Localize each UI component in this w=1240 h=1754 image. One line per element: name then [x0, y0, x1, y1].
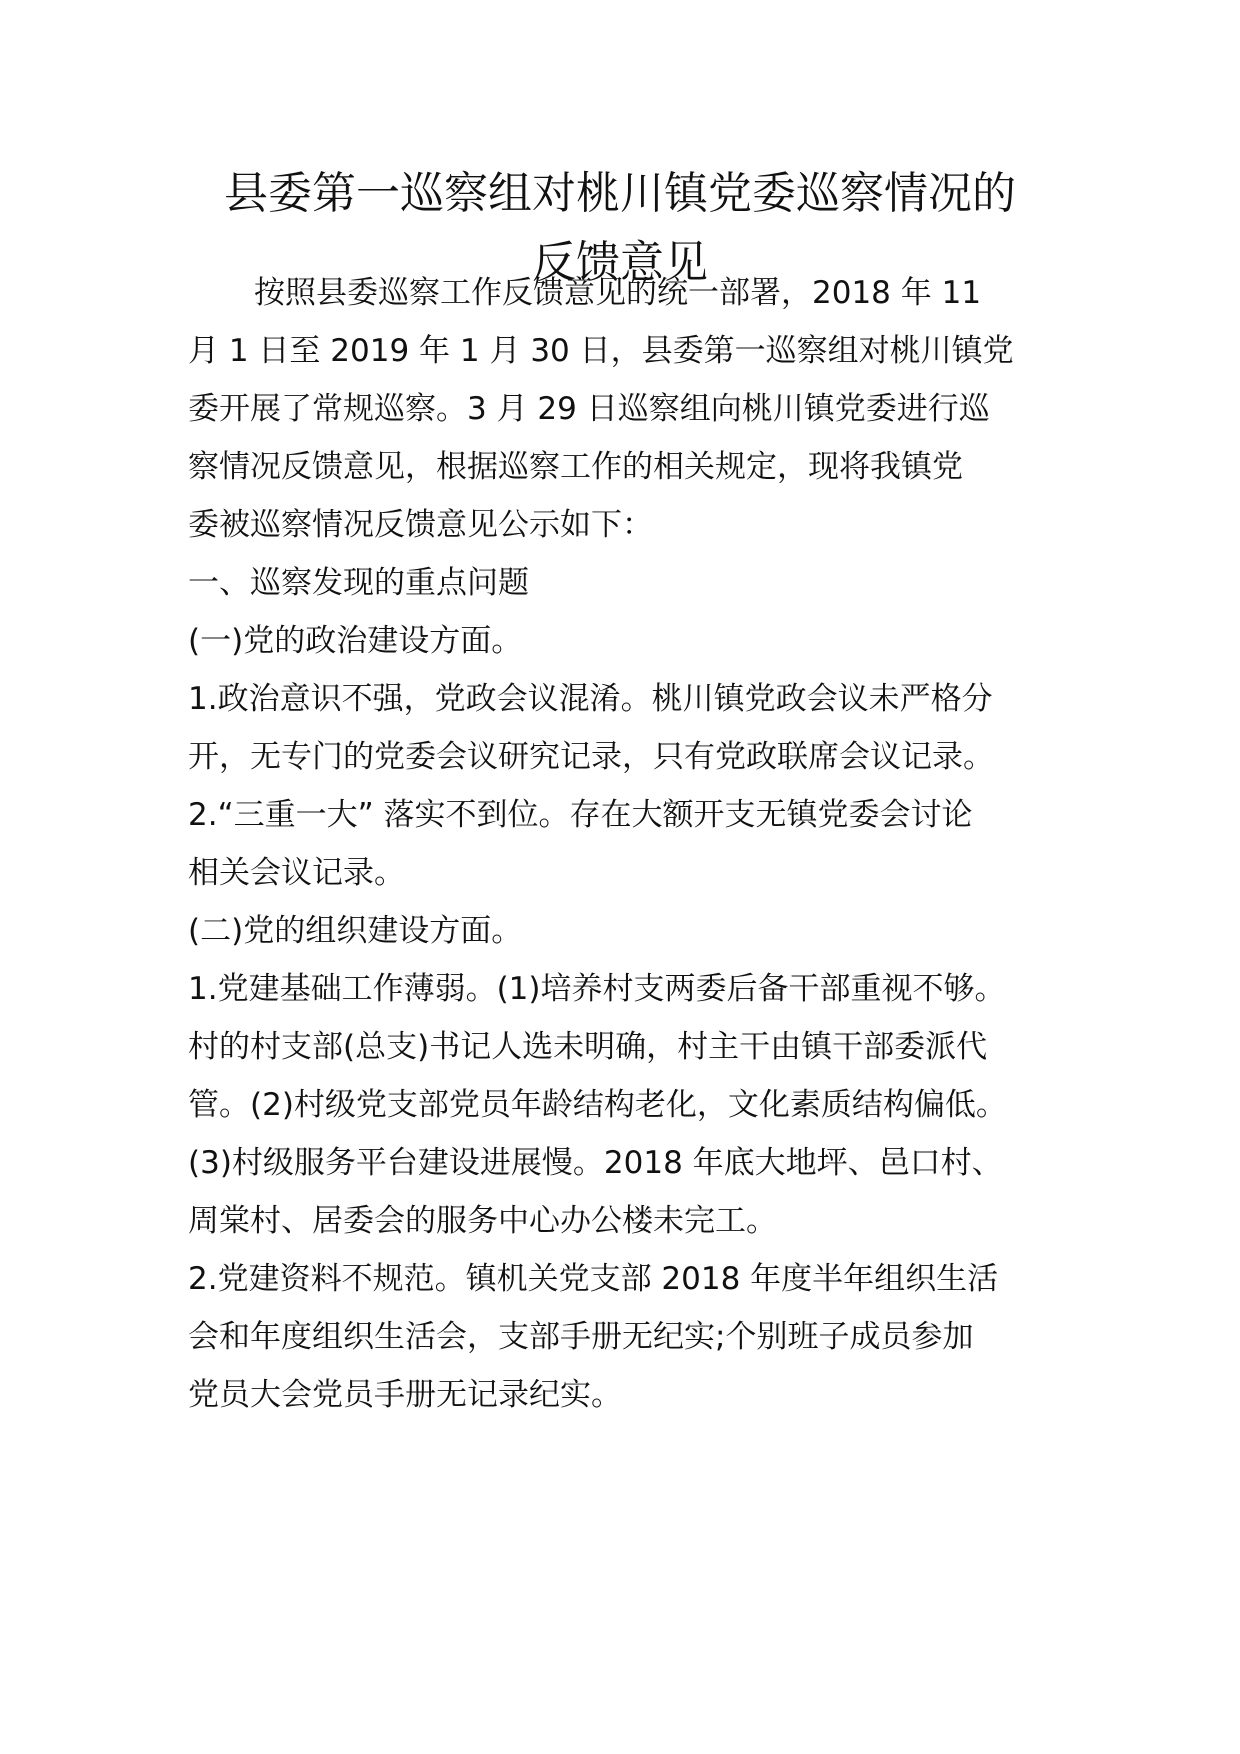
- body-text-line: 2.党建资料不规范。镇机关党支部 2018 年度半年组织生活: [188, 1261, 999, 1297]
- document-title-line-1: 县委第一巡察组对桃川镇党委巡察情况的: [224, 168, 1016, 219]
- body-text-line: 月 1 日至 2019 年 1 月 30 日，县委第一巡察组对桃川镇党: [188, 333, 1014, 369]
- body-text-line: 委被巡察情况反馈意见公示如下：: [188, 507, 653, 543]
- body-text-line: 党员大会党员手册无记录纪实。: [188, 1377, 622, 1413]
- document-title-line-2: 反馈意见: [532, 237, 708, 288]
- body-text-line: 管。(2)村级党支部党员年龄结构老化，文化素质结构偏低。: [188, 1087, 1007, 1123]
- subsection-heading: (二)党的组织建设方面。: [188, 913, 523, 949]
- body-text-line: (3)村级服务平台建设进展慢。2018 年底大地坪、邑口村、: [188, 1145, 1003, 1181]
- body-text-line: 察情况反馈意见，根据巡察工作的相关规定，现将我镇党: [188, 449, 963, 485]
- subsection-heading: (一)党的政治建设方面。: [188, 623, 523, 659]
- body-text-line: 1.党建基础工作薄弱。(1)培养村支两委后备干部重视不够。: [188, 971, 1006, 1007]
- section-heading: 一、巡察发现的重点问题: [188, 565, 529, 601]
- body-text-line: 1.政治意识不强，党政会议混淆。桃川镇党政会议未严格分: [188, 681, 993, 717]
- body-text-line: 周棠村、居委会的服务中心办公楼未完工。: [188, 1203, 777, 1239]
- body-text-line: 2.“三重一大” 落实不到位。存在大额开支无镇党委会讨论: [188, 797, 973, 833]
- body-text-line: 会和年度组织生活会，支部手册无纪实;个别班子成员参加: [188, 1319, 974, 1355]
- body-text-line: 按照县委巡察工作反馈意见的统一部署，2018 年 11: [254, 275, 982, 311]
- body-text-line: 开，无专门的党委会议研究记录，只有党政联席会议记录。: [188, 739, 994, 775]
- body-text-line: 委开展了常规巡察。3 月 29 日巡察组向桃川镇党委进行巡: [188, 391, 990, 427]
- body-text-line: 相关会议记录。: [188, 855, 405, 891]
- body-text-line: 村的村支部(总支)书记人选未明确，村主干由镇干部委派代: [188, 1029, 988, 1065]
